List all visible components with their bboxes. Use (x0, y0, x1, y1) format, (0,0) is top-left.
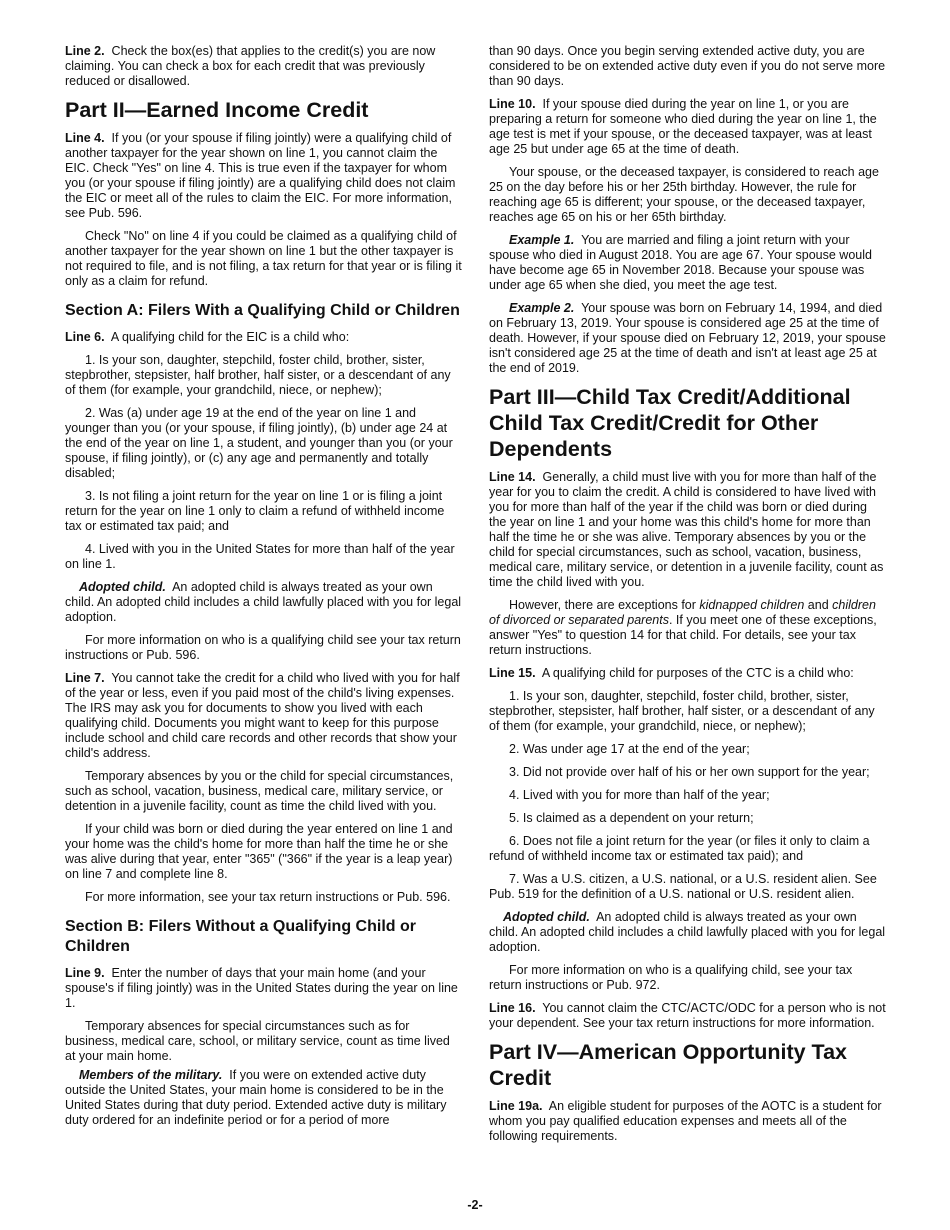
term-label: Adopted child. (503, 910, 590, 924)
line-7-paragraph-2: Temporary absences by you or the child for special circumstances, such as school, vacation, business, medical care, military service, or detention in a juvenile facility, count as time the child lived with you. (65, 769, 454, 813)
line-6-paragraph: Line 6. A qualifying child for the EIC is a child who: (65, 330, 350, 344)
term-label: Members of the military. (79, 1068, 223, 1082)
list-item: 7. Was a U.S. citizen, a U.S. national, or a U.S. resident alien. See Pub. 519 for the definition of a U.S. national or U.S. resident alien. (489, 872, 877, 901)
list-item: 6. Does not file a joint return for the year (or files it only to claim a refund of withheld income tax or estimated tax paid); and (489, 834, 870, 863)
left-column (65, 44, 463, 1136)
part-2-heading: Part II—Earned Income Credit (65, 98, 369, 122)
line-7-paragraph-4: For more information, see your tax return instructions or Pub. 596. (85, 890, 451, 904)
line-2-paragraph: Line 2. Check the box(es) that applies to the credit(s) you are now claiming. You can check a box for each credit that was previously reduced or disallowed. (65, 44, 436, 88)
line-19a-paragraph: Line 19a. An eligible student for purposes of the AOTC is a student for whom you pay qualified education expenses and meets all of the following requirements. (489, 1099, 882, 1143)
line-label: Line 19a. (489, 1099, 543, 1113)
line-16-paragraph: Line 16. You cannot claim the CTC/ACTC/ODC for a person who is not your dependent. See your tax return instructions for more information. (489, 1001, 886, 1030)
list-item: 2. Was (a) under age 19 at the end of the year on line 1 and younger than you (or your spouse, if filing jointly), (b) under age 24 at the end of the year on line 1, a student, and younger than you (or your spouse, if filing jointly), or (c) any age and permanently and totally disabled; (65, 406, 453, 480)
line-7-paragraph-3: If your child was born or died during the year entered on line 1 and your home was the child's home for more than half the time he or she was alive during that year, enter "365" ("366" if the year is a leap year) on line 7 and complete line 8. (65, 822, 453, 881)
term-label: Example 2. (509, 301, 575, 315)
more-info-paragraph: For more information on who is a qualifying child, see your tax return instructions or Pub. 972. (489, 963, 853, 992)
list-item: 3. Is not filing a joint return for the year on line 1 or is filing a joint return for the year on line 1 only to claim a refund of withheld income tax or estimated tax paid; and (65, 489, 445, 533)
line-14-paragraph: Line 14. Generally, a child must live with you for more than half of the year for you to claim the credit. A child is considered to have lived with you for more than half of the year if the child was born or died during the year on line 1 and your home was this child's home for more than half the time he or she was alive. Temporary absences by you or the child for special circumstances, such as school, vacation, business, medical care, military service, or detention in a juvenile facility, count as time the child lived with you. (489, 470, 884, 589)
adopted-child-paragraph: Adopted child. An adopted child is always treated as your own child. An adopted child includes a child lawfully placed with you for legal adoption. (489, 910, 886, 954)
term-label: Adopted child. (79, 580, 166, 594)
line-15-paragraph: Line 15. A qualifying child for purposes of the CTC is a child who: (489, 666, 854, 680)
line-label: Line 15. (489, 666, 536, 680)
list-item: 4. Lived with you in the United States for more than half of the year on line 1. (65, 542, 455, 571)
line-4-paragraph: Line 4. If you (or your spouse if filing jointly) were a qualifying child of another taxpayer for the year shown on line 1, you cannot claim the EIC. Check "Yes" on line 4. This is true even if the taxpayer for whom you (or your spouse if filing jointly) are a qualifying child does not claim the EIC or meet all of the rules to claim the EIC. For more information, see Pub. 596. (65, 131, 456, 220)
line-label: Line 4. (65, 131, 105, 145)
list-item: 1. Is your son, daughter, stepchild, foster child, brother, sister, stepbrother, stepsister, half brother, half sister, or a descendant of any of them (for example, your grandchild, niece, or nephew); (489, 689, 875, 733)
line-9-paragraph: Line 9. Enter the number of days that your main home (and your spouse's if filing jointly) was in the United States during the year on line 1. (65, 966, 458, 1010)
part-3-heading: Part III—Child Tax Credit/Additional Child Tax Credit/Credit for Other Dependents (489, 385, 851, 461)
adopted-child-paragraph: Adopted child. An adopted child is always treated as your own child. An adopted child includes a child lawfully placed with you for legal adoption. (65, 580, 462, 624)
list-item: 4. Lived with you for more than half of the year; (509, 788, 770, 802)
line-label: Line 10. (489, 97, 536, 111)
list-item: 2. Was under age 17 at the end of the year; (509, 742, 750, 756)
line-10-paragraph: Line 10. If your spouse died during the year on line 1, or you are preparing a return for someone who died during the year on line 1, the age test is met if your spouse, or the deceased taxpayer, was at least age 25 but under age 65 at the time of death. (489, 97, 877, 156)
term-label: Example 1. (509, 233, 575, 247)
list-item: 1. Is your son, daughter, stepchild, foster child, brother, sister, stepbrother, stepsister, half brother, half sister, or a descendant of any of them (for example, your grandchild, niece, or nephew); (65, 353, 451, 397)
line-label: Line 2. (65, 44, 105, 58)
line-label: Line 16. (489, 1001, 536, 1015)
list-item: 5. Is claimed as a dependent on your return; (509, 811, 754, 825)
section-a-heading: Section A: Filers With a Qualifying Child or Children (65, 302, 460, 319)
line-label: Line 6. (65, 330, 105, 344)
line-label: Line 14. (489, 470, 536, 484)
line-9-paragraph-2: Temporary absences for special circumstances such as for business, medical care, school, or military service, count as time lived at your main home. (65, 1019, 450, 1063)
line-label: Line 9. (65, 966, 105, 980)
line-7-paragraph: Line 7. You cannot take the credit for a child who lived with you for half of the year or less, even if you paid most of the child's living expenses. The IRS may ask you for documents to show you lived with each qualifying child. Documents you might want to keep for this purpose include school and child care records and other records that show your child's address. (65, 671, 460, 760)
more-info-paragraph: For more information on who is a qualifying child see your tax return instructions or Pub. 596. (65, 633, 461, 662)
example-1-paragraph: Example 1. You are married and filing a joint return with your spouse who died in August 2018. You are age 67. Your spouse would have become age 65 in November 2018. Because your spouse was under age 65 when she died, you meet the age test. (489, 233, 872, 292)
page-number: -2- (467, 1198, 483, 1212)
line-14-paragraph-2: However, there are exceptions for kidnapped children and children of divorced or separated parents. If you meet one of these exceptions, answer "Yes" to question 14 for that child. For details, see your tax return instructions. (489, 598, 877, 657)
list-item: 3. Did not provide over half of his or her own support for the year; (509, 765, 870, 779)
line-10-paragraph-2: Your spouse, or the deceased taxpayer, is considered to reach age 25 on the day before his or her 25th birthday. However, the rule for reaching age 65 is different; your spouse, or the deceased taxpayer, reaches age 65 on his or her 65th birthday. (489, 165, 879, 224)
military-continued-paragraph: than 90 days. Once you begin serving extended active duty, you are considered to be on extended active duty even if you do not serve more than 90 days. (489, 44, 886, 88)
line-4-paragraph-2: Check "No" on line 4 if you could be claimed as a qualifying child of another taxpayer for the year shown on line 1 but the other taxpayer is not required to file, and is not filing, a tax return for that year or is filing it only as a claim for refund. (65, 229, 462, 288)
military-paragraph: Members of the military. If you were on extended active duty outside the United States, your main home is considered to be in the United States during that duty period. Extended active duty is military duty ordered for an indefinite period or for a period of more (65, 1068, 447, 1127)
example-2-paragraph: Example 2. Your spouse was born on February 14, 1994, and died on February 13, 2019. Your spouse is considered age 25 at the time of death. However, if your spouse died on February 12, 2019, your spouse isn't considered age 25 at the time of death and isn't at least age 25 at the end of 2019. (489, 301, 886, 375)
right-column (489, 44, 887, 1152)
line-label: Line 7. (65, 671, 105, 685)
part-4-heading: Part IV—American Opportunity Tax Credit (489, 1040, 848, 1090)
section-b-heading: Section B: Filers Without a Qualifying Child or Children (65, 918, 416, 955)
